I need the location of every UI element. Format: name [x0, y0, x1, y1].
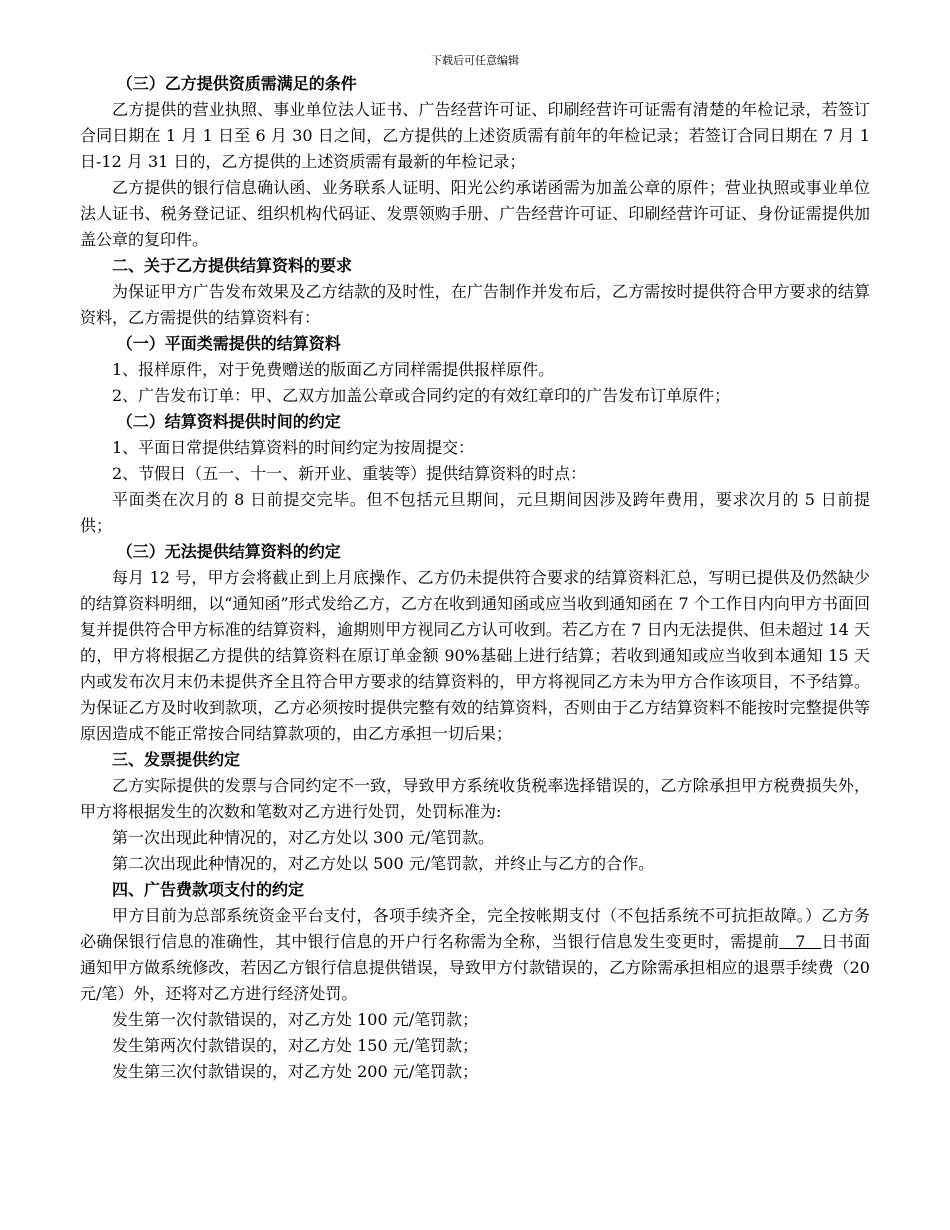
- penalty-item: 发生第两次付款错误的，对乙方处 150 元/笔罚款；: [112, 1036, 479, 1055]
- paragraph: 平面类在次月的 8 日前提交完毕。但不包括元旦期间，元旦期间因涉及跨年费用，要求次月的 5 日前提供；: [80, 490, 870, 535]
- page-header: 下载后可任意编辑: [431, 54, 519, 67]
- paragraph: 第一次出现此种情况的，对乙方处以 300 元/笔罚款。: [112, 828, 495, 847]
- paragraph: 第二次出现此种情况的，对乙方处以 500 元/笔罚款，并终止与乙方的合作。: [112, 854, 655, 873]
- paragraph: 每月 12 号，甲方会将截止到上月底操作、乙方仍未提供符合要求的结算资料汇总，写明已提供及仍然缺少的结算资料明细，以“通知函”形式发给乙方，乙方在收到通知函或应当收到通知函在 7 个工作日内向甲方书面回复并提供符合甲方标准的结算资料，逾期则甲方视同乙方认可收到。若乙方在 7 日内无法提供、但未超过 14 天的，甲方将根据乙方提供的结算资料在原订单金额 90%基础上进行结算；若收到通知或应当收到本通知 15 天内或发布次月末仍未提供齐全且符合甲方要求的结算资料的，甲方将视同乙方未为甲方合作该项目，不予结算。为保证乙方及时收到款项，乙方必须按时提供完整有效的结算资料，否则由于乙方结算资料不能按时完整提供等原因造成不能正常按合同结算款项的，由乙方承担一切后果；: [80, 568, 870, 743]
- paragraph: 乙方提供的营业执照、事业单位法人证书、广告经营许可证、印刷经营许可证需有清楚的年检记录，若签订合同日期在 1 月 1 日至 6 月 30 日之间，乙方提供的上述资质需有前年的年检记录；若签订合同日期在 7 月 1 日-12 月 31 日的，乙方提供的上述资质需有最新的年检记录；: [80, 100, 870, 171]
- paragraph: 2、广告发布订单：甲、乙双方加盖公章或合同约定的有效红章印的广告发布订单原件；: [112, 386, 731, 405]
- subsection-heading: （三）无法提供结算资料的约定: [116, 542, 341, 561]
- document-body: [80, 71, 870, 1085]
- section-heading: 二、关于乙方提供结算资料的要求: [112, 256, 353, 275]
- paragraph: 为保证甲方广告发布效果及乙方结款的及时性，在广告制作并发布后，乙方需按时提供符合甲方要求的结算资料，乙方需提供的结算资料有：: [80, 282, 870, 327]
- section-heading: 四、广告费款项支付的约定: [112, 880, 305, 899]
- notice-days-blank: 7: [779, 932, 822, 951]
- subsection-heading: （三）乙方提供资质需满足的条件: [116, 74, 357, 93]
- penalty-item: 发生第三次付款错误的，对乙方处 200 元/笔罚款；: [112, 1062, 479, 1081]
- payment-terms-paragraph: [80, 903, 870, 1007]
- subsection-heading: （二）结算资料提供时间的约定: [116, 412, 341, 431]
- section-heading: 三、发票提供约定: [112, 750, 241, 769]
- paragraph: 2、节假日（五一、十一、新开业、重装等）提供结算资料的时点：: [112, 464, 587, 483]
- payment-terms-text-after: 日书面通知甲方做系统修改，若因乙方银行信息提供错误，导致甲方付款错误的，乙方除需承担相应的退票手续费（20 元/笔）外，还将对乙方进行经济处罚。: [80, 932, 870, 1003]
- paragraph: 1、报样原件，对于免费赠送的版面乙方同样需提供报样原件。: [112, 360, 555, 379]
- penalty-item: 发生第一次付款错误的，对乙方处 100 元/笔罚款；: [112, 1010, 479, 1029]
- subsection-heading: （一）平面类需提供的结算资料: [116, 334, 341, 353]
- paragraph: 乙方提供的银行信息确认函、业务联系人证明、阳光公约承诺函需为加盖公章的原件；营业执照或事业单位法人证书、税务登记证、组织机构代码证、发票领购手册、广告经营许可证、印刷经营许可证、身份证需提供加盖公章的复印件。: [80, 178, 870, 249]
- paragraph: 1、平面日常提供结算资料的时间约定为按周提交：: [112, 438, 475, 457]
- payment-terms-text-before: 甲方目前为总部系统资金平台支付，各项手续齐全，完全按帐期支付（不包括系统不可抗拒故障。）乙方务必确保银行信息的准确性，其中银行信息的开户行名称需为全称，当银行信息发生变更时，需提前: [80, 906, 870, 951]
- penalty-list: [80, 1007, 870, 1085]
- document-blocks: [80, 71, 870, 903]
- paragraph: 乙方实际提供的发票与合同约定不一致，导致甲方系统收货税率选择错误的，乙方除承担甲方税费损失外，甲方将根据发生的次数和笔数对乙方进行处罚，处罚标准为:: [80, 776, 870, 821]
